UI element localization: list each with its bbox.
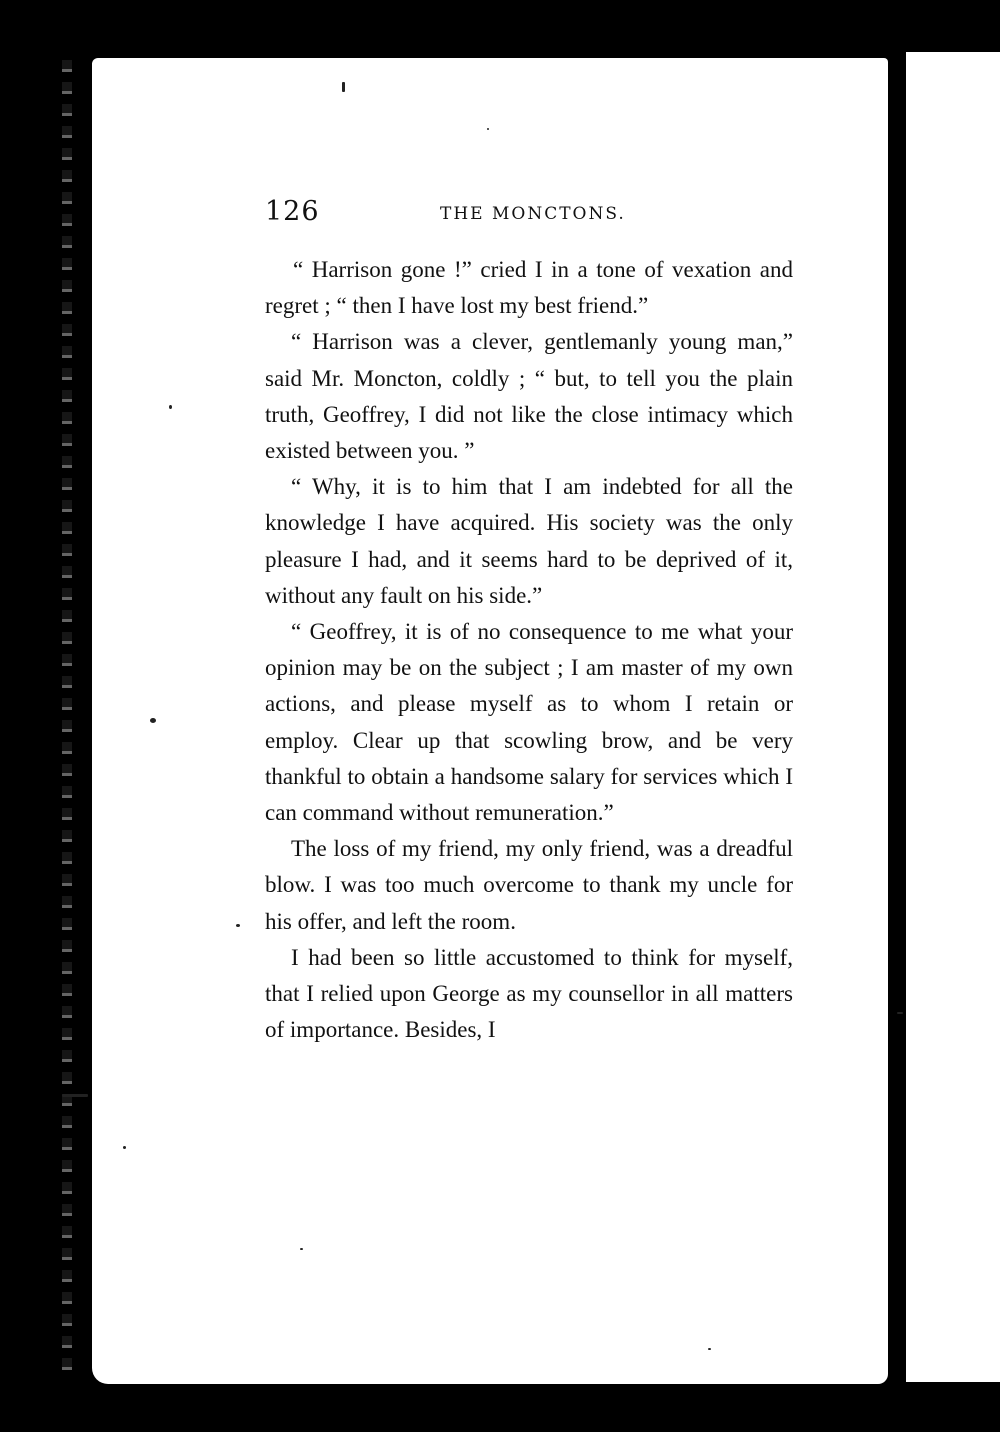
scan-speck	[708, 1348, 711, 1350]
scan-speck	[123, 1146, 126, 1149]
scan-speck	[487, 128, 489, 130]
paragraph: “ Geoffrey, it is of no consequence to me what your opinion may be on the subject ; I am master of my own actions, and please myself as to whom I retain or employ. Clear up that scowling brow, and be very thankful to obtain a handsome salary for services which I can command without remuneration.”	[265, 619, 793, 826]
scan-speck	[169, 405, 172, 409]
page-number: 126	[265, 196, 320, 227]
paragraph: “ Harrison was a clever, gentlemanly young man,” said Mr. Moncton, coldly ; “ but, to tell you the plain truth, Geoffrey, I did not like the close intimacy which existed between you. ”	[265, 329, 793, 464]
paragraph: The loss of my friend, my only friend, was a dreadful blow. I was too much overcome to thank my uncle for his offer, and left the room.	[265, 836, 793, 934]
paragraph: I had been so little accustomed to think for myself, that I relied upon George as my counsellor in all matters of importance. Besides, I	[265, 944, 793, 1043]
scan-speck	[62, 1094, 88, 1097]
running-title: THE MONCTONS.	[440, 204, 626, 224]
scan-speck	[150, 718, 156, 723]
body-text	[265, 252, 793, 1048]
scan-speck	[236, 924, 240, 927]
page-binding-edge	[62, 60, 72, 1380]
paragraph: “ Harrison gone !” cried I in a tone of vexation and regret ; “ then I have lost my best friend.”	[265, 257, 793, 319]
scan-speck	[300, 1248, 303, 1250]
scan-speck	[897, 1012, 903, 1014]
adjacent-page-strip	[906, 52, 1000, 1382]
page-header	[265, 196, 793, 236]
scan-speck	[342, 82, 345, 92]
paragraph: “ Why, it is to him that I am indebted for all the knowledge I have acquired. His society was the only pleasure I had, and it seems hard to be deprived of it, without any fault on his side.”	[265, 474, 793, 608]
